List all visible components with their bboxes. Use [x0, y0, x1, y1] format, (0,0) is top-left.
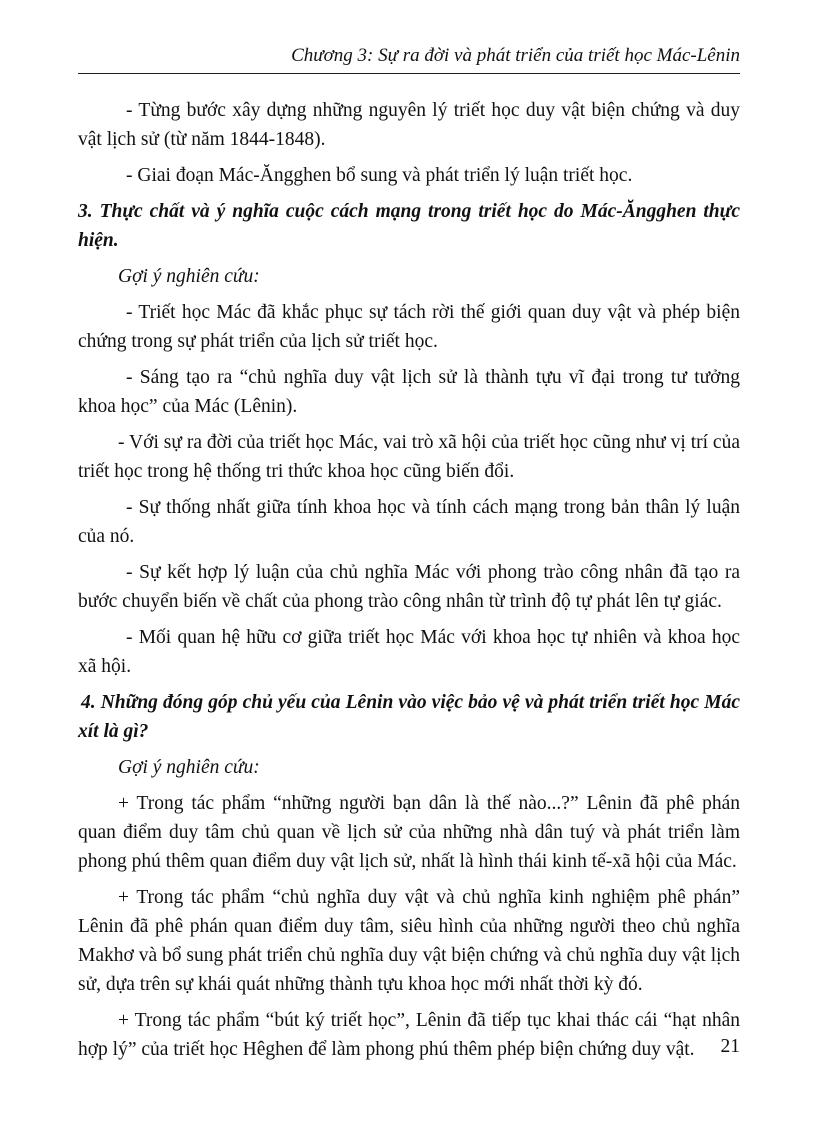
list-item: - Sáng tạo ra “chủ nghĩa duy vật lịch sử là thành tựu vĩ đại trong tư tưởng khoa học” của Mác (Lênin). [78, 367, 740, 417]
page-body [78, 96, 740, 1071]
section-heading-4: 4. Những đóng góp chủ yếu của Lênin vào việc bảo vệ và phát triển triết học Mác xít là gì? [78, 692, 740, 742]
list-item: + Trong tác phẩm “những người bạn dân là thế nào...?” Lênin đã phê phán quan điểm duy tâm chủ quan về lịch sử của những nhà dân tuý và phát triển làm phong phú thêm quan điểm duy vật lịch sử, nhất là hình thái kinh tế-xã hội của Mác. [78, 793, 740, 872]
list-item: - Sự thống nhất giữa tính khoa học và tính cách mạng trong bản thân lý luận của nó. [78, 497, 740, 547]
header-divider [78, 73, 740, 74]
research-hint-label: Gợi ý nghiên cứu: [118, 266, 260, 287]
list-item: + Trong tác phẩm “chủ nghĩa duy vật và chủ nghĩa kinh nghiệm phê phán” Lênin đã phê phán quan điểm duy tâm, siêu hình của những người theo chủ nghĩa Makhơ và bổ sung phát triển chủ nghĩa duy vật biện chứng và chủ nghĩa duy vật lịch sử, dựa trên sự khái quát những thành tựu khoa học mới nhất thời kỳ đó. [78, 887, 740, 995]
section-heading-3: 3. Thực chất và ý nghĩa cuộc cách mạng trong triết học do Mác-Ăngghen thực hiện. [78, 201, 740, 251]
list-item: + Trong tác phẩm “bút ký triết học”, Lênin đã tiếp tục khai thác cái “hạt nhân hợp lý” của triết học Hêghen để làm phong phú thêm phép biện chứng duy vật. [78, 1010, 740, 1060]
list-item: - Sự kết hợp lý luận của chủ nghĩa Mác với phong trào công nhân đã tạo ra bước chuyển biến về chất của phong trào công nhân từ trình độ tự phát lên tự giác. [78, 562, 740, 612]
list-item: - Triết học Mác đã khắc phục sự tách rời thế giới quan duy vật và phép biện chứng trong sự phát triển của lịch sử triết học. [78, 302, 740, 352]
research-hint-label: Gợi ý nghiên cứu: [118, 757, 260, 778]
paragraph: - Từng bước xây dựng những nguyên lý triết học duy vật biện chứng và duy vật lịch sử (từ năm 1844-1848). [78, 100, 740, 150]
paragraph: - Giai đoạn Mác-Ăngghen bổ sung và phát triển lý luận triết học. [126, 165, 633, 186]
running-header: Chương 3: Sự ra đời và phát triển của triết học Mác-Lênin [291, 45, 740, 66]
list-item: - Với sự ra đời của triết học Mác, vai trò xã hội của triết học cũng như vị trí của triết học trong hệ thống tri thức khoa học cũng biến đổi. [78, 432, 740, 482]
page-number: 21 [720, 1036, 740, 1057]
list-item: - Mối quan hệ hữu cơ giữa triết học Mác với khoa học tự nhiên và khoa học xã hội. [78, 627, 740, 677]
